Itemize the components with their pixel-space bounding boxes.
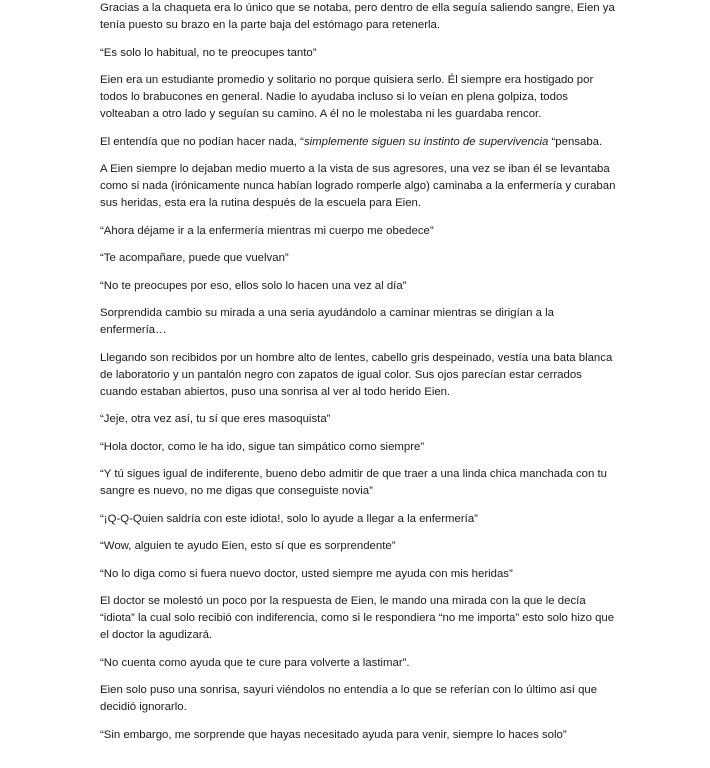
paragraph: “Sin embargo, me sorprende que hayas necesitado ayuda para venir, siempre lo haces solo”: [100, 728, 567, 741]
paragraph: El doctor se molestó un poco por la respuesta de Eien, le mando una mirada con la que le decía “idiota” la cual solo recibió con indiferencia, como si le respondiera “no me importa” esto solo hizo que el doctor la agudizará.: [100, 595, 615, 641]
paragraph: “No cuenta como ayuda que te cure para volverte a lastimar”.: [100, 656, 410, 669]
paragraph: Gracias a la chaqueta era lo único que se notaba, pero dentro de ella seguía saliendo sangre, Eien ya tenía puesto su brazo en la parte baja del estómago para retenerla.: [100, 2, 615, 31]
paragraph: “Hola doctor, como le ha ido, sigue tan simpático como siempre”: [100, 440, 425, 453]
paragraph: “Y tú sigues igual de indiferente, bueno debo admitir de que traer a una linda chica manchada con tu sangre es nuevo, no me digas que conseguiste novia”: [100, 468, 608, 497]
paragraph: “No lo diga como si fuera nuevo doctor, usted siempre me ayuda con mis heridas”: [100, 567, 513, 580]
paragraph-text: “pensaba.: [548, 135, 603, 148]
paragraph: Sorprendida cambio su mirada a una seria ayudándolo a caminar mientras se dirigían a la enfermería…: [100, 307, 554, 336]
italic-text: simplemente siguen su instinto de supervivencia: [303, 135, 549, 148]
paragraph: “Ahora déjame ir a la enfermería mientras mi cuerpo me obedece”: [100, 224, 434, 237]
paragraph: A Eien siempre lo dejaban medio muerto a la vista de sus agresores, una vez se iban él se levantaba como si nada (irónicamente nunca habían logrado romperle algo) caminaba a la enfermería y curaban sus heridas, esta era la rutina después de la escuela para Eien.: [100, 163, 616, 209]
paragraph: Llegando son recibidos por un hombre alto de lentes, cabello gris despeinado, vestía una bata blanca de laboratorio y un pantalón negro con zapatos de igual color. Sus ojos parecían estar cerrados cuando estaban abiertos, puso una sonrisa al ver al todo herido Eien.: [100, 351, 613, 398]
paragraph: Eien era un estudiante promedio y solitario no porque quisiera serlo. Él siempre era hostigado por todos lo brabucones en general. Nadie lo ayudaba incluso si lo veían en plena golpiza, todos volteaban a otro lado y seguían su camino. A él no le molestaba ni les guardaba rencor.: [100, 74, 594, 120]
paragraph-with-italic: [100, 134, 620, 151]
paragraph: Eien solo puso una sonrisa, sayuri viéndolos no entendía a lo que se referían con lo último así que decidió ignorarlo.: [100, 684, 598, 713]
paragraph: “No te preocupes por eso, ellos solo lo hacen una vez al día”: [100, 279, 407, 292]
paragraph: “Es solo lo habitual, no te preocupes tanto”: [100, 46, 317, 59]
paragraph: “¡Q-Q-Quien saldría con este idiota!, solo lo ayude a llegar a la enfermería”: [100, 512, 478, 525]
document-body: [100, 0, 620, 754]
paragraph: “Jeje, otra vez así, tu sí que eres masoquista”: [100, 413, 331, 425]
paragraph: “Te acompañare, puede que vuelvan”: [100, 252, 289, 264]
paragraph-text: El entendía que no podían hacer nada, “: [100, 135, 304, 148]
paragraph: “Wow, alguien te ayudo Eien, esto sí que es sorprendente”: [100, 540, 396, 552]
